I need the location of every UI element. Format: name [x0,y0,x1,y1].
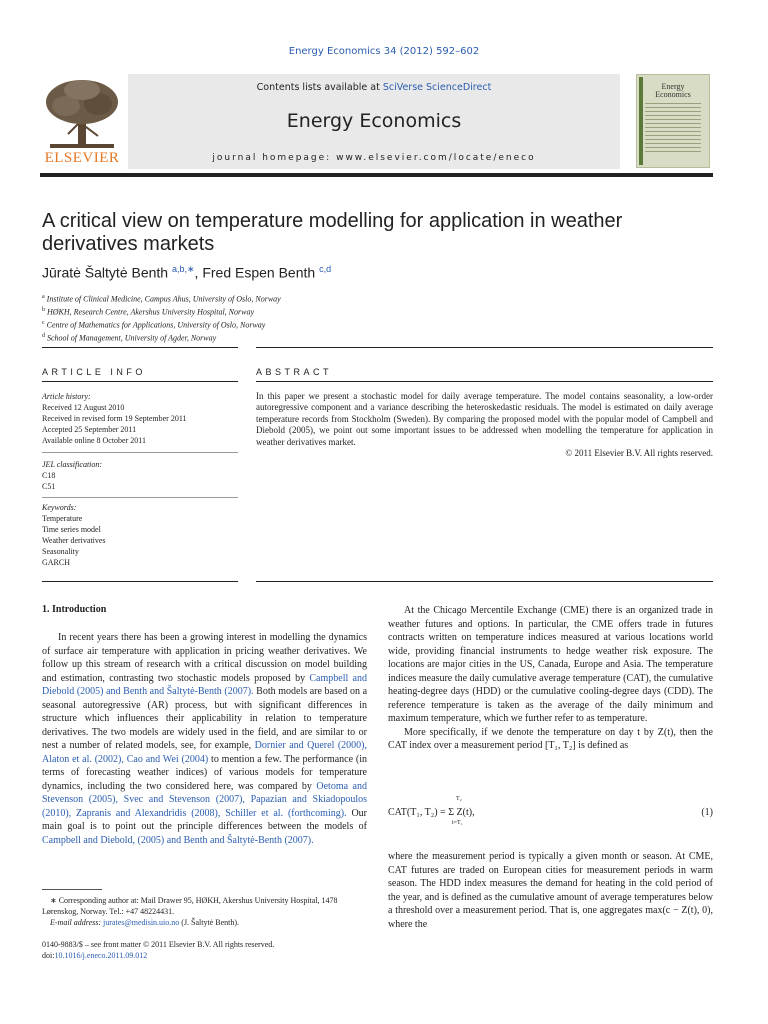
elsevier-wordmark: ELSEVIER [44,150,120,166]
jel-label: JEL classification: [42,460,103,469]
journal-homepage[interactable]: journal homepage: www.elsevier.com/locate/eneco [212,153,536,163]
keyword: GARCH [42,558,71,567]
info-divider [42,452,238,453]
affiliation-list [42,292,281,345]
cover-text-lines [645,103,701,155]
intro-paragraph-1 [42,631,367,847]
history-item: Accepted 25 September 2011 [42,425,137,434]
citation-link[interactable]: Campbell and Diebold, (2005) and Benth and Šaltytė-Benth (2007). [42,834,314,846]
affiliation-mark: a [42,294,45,300]
doi-link[interactable]: 10.1016/j.eneco.2011.09.012 [54,951,148,960]
intro-left-column [42,631,367,847]
footnote-address: ∗ Corresponding author at: Mail Drawer 95, HØKH, Akershus University Hospital, 1478 Lørenskog, Norway. Tel.: +47 48224431. [42,896,338,916]
author-2-affiliation-marks[interactable]: c,d [319,264,332,274]
sum-lower-limit: t=T₁ [452,820,463,826]
affiliation-item [42,305,281,318]
article-history-label: Article history: [42,392,91,401]
article-info-head-rule [42,381,238,382]
sum-upper-limit: T₂ [456,796,462,802]
cover-title-line-2: Economics [655,90,691,99]
equation-number: (1) [701,807,713,818]
journal-cover-thumbnail[interactable] [636,74,710,168]
author-1: Jūratė Šaltytė Benth [42,264,169,281]
author-separator: , [194,264,203,281]
keyword: Temperature [42,514,83,523]
affiliation-text: Institute of Clinical Medicine, Campus Ahus, University of Oslo, Norway [46,294,281,304]
author-2: Fred Espen Benth [202,264,316,281]
abstract-heading: ABSTRACT [256,367,333,377]
jel-classification [42,459,238,492]
abstract-text: In this paper we present a stochastic model for daily average temperature. The model contains seasonality, a low-order autoregressive component and a variance describing the heteroskedastic residuals. The model is estimated on daily average temperature records from Stockholm (Sweden). By comparing the proposed model with the popular model of Campbell and Diebold (2005), we point out some important issues to be addressed when modelling the temperature for application in weather derivatives market. [256,391,713,447]
author-1-affiliation-marks[interactable]: a,b,∗ [171,264,195,274]
affiliation-mark: b [42,307,45,314]
keywords-block [42,502,238,568]
affiliation-text: School of Management, University of Agder, Norway [47,334,217,344]
affiliation-item [42,318,281,331]
intro-paragraph-cat: More specifically, if we denote the temperature on day t by Z(t), then the CAT index over a measurement period [T₁, T₂] is defined as [388,726,713,751]
header-divider [40,173,713,177]
journal-citation[interactable]: Energy Economics 34 (2012) 592–602 [288,46,480,57]
intro-right-column-bottom [388,850,713,931]
article-info-top-rule [42,347,238,348]
issn-and-doi [42,939,274,961]
jel-code: C51 [42,482,56,491]
citation-link[interactable]: Dornier and Querel (2000), Alaton et al. (2002), Cao and Wei (2004) [42,740,367,765]
article-history [42,391,238,446]
contents-line [128,82,620,93]
affiliation-item [42,331,281,344]
issn-line: 0140-9883/$ – see front matter © 2011 Elsevier B.V. All rights reserved. [42,940,275,949]
intro-paragraph-cme: At the Chicago Mercentile Exchange (CME) there is an organized trade in weather futures and options. In particular, the CME offers trade in futures contracts written on temperature indices measured at various locations world wide, providing financial instruments to hedge weather risk exposure. The locations are major cities in the US, Canada, Europe and Asia. The temperature indices measure the daily cumulative average temperature (CAT), the cumulative heating-degree days (HDD) or the cumulative cooling-degree days (CDD). The reference temperature is taken as the average of the daily minimum and maximum temperature, which we further refer to as temperature. [388,605,713,724]
sciencedirect-link[interactable]: SciVerse ScienceDirect [382,82,492,93]
affiliation-text: Centre of Mathematics for Applications, University of Oslo, Norway [46,320,266,330]
affiliation-text: HØKH, Research Centre, Akershus University Hospital, Norway [47,307,255,317]
citation-link[interactable]: Campbell and Diebold (2005) and Benth and Šaltytė-Benth (2007). [42,672,367,697]
citation-link[interactable]: Oetoma and Stevenson (2005), Svec and Stevenson (2007), Papazian and Skiadopoulos (2010), Zapranis and Alexandridis (2008), Schiller et al. (forthcoming). [42,780,367,819]
cover-title [637,83,709,99]
abstract-bottom-rule [256,581,713,582]
text-run: to mention a few. The performance (in terms of forecasting weather indices) of various models for temperature dynamics, including the two considered here, was compared by [42,753,368,792]
footnote-email-line [42,917,367,928]
history-item: Received in revised form 19 September 2011 [42,414,187,423]
email-label: E-mail address: [50,918,104,927]
affiliation-mark: c [42,320,45,327]
equation-1 [388,796,713,833]
text-run: Both models are based on a seasonal autoregressive (AR) process, but with significant differences in structure which influences their applicability in relation to temperature derivatives. The two models are widely used in the field, and are similar to or nest a number of related models, see, for example, [42,686,368,751]
intro-paragraph-hdd: where the measurement period is typically a given month or season. At CME, CAT futures are traded on European cities for measurement periods in warm season. The HDD index measures the demand for heating in the cold period of the year, and is defined as the cumulative amount of average temperatures below a threshold over a measurement period. That is, one aggregates max(c − Z(t), 0), where the [388,851,713,930]
history-item: Available online 8 October 2011 [42,436,146,445]
abstract-copyright: © 2011 Elsevier B.V. All rights reserved. [565,448,713,459]
author-list [42,264,331,281]
text-run: In recent years there has been a growing interest in modelling the dynamics of surface air temperature with application in pricing weather derivatives. We follow up this stream of research with a critical discussion on model building and estimation, contrasting two stochastic models proposed by [42,632,367,684]
keyword: Seasonality [42,547,79,556]
footnote-rule [42,889,102,890]
equation-body: CAT(T₁, T₂) = Σ Z(t), [388,807,475,818]
section-heading-introduction: 1. Introduction [42,604,107,615]
history-item: Received 12 August 2010 [42,403,125,412]
email-link[interactable]: jurates@medisin.uio.no [103,918,180,927]
abstract-head-rule [256,381,713,382]
doi-label: doi: [42,951,55,960]
corresponding-author-footnote [42,895,367,928]
article-info-bottom-rule [42,581,238,582]
email-suffix: (J. Šaltytė Benth). [179,918,240,927]
abstract-top-rule [256,347,713,348]
intro-right-column-top [388,604,713,753]
jel-code: C18 [42,471,56,480]
keyword: Time series model [42,525,101,534]
journal-name: Energy Economics [286,110,462,132]
affiliation-item [42,292,281,305]
affiliation-mark: d [42,333,45,340]
doi-line [42,950,274,961]
info-divider [42,497,238,498]
keywords-label: Keywords: [42,503,77,512]
cover-title-line-1: Energy [661,82,685,91]
contents-prefix: Contents lists available at [256,82,383,93]
abstract-body [256,391,713,459]
article-info-heading: ARTICLE INFO [42,367,146,377]
article-title: A critical view on temperature modelling for application in weather derivatives markets [42,210,623,255]
text-run: Our main goal is to point out the principle differences between the models of [42,807,367,832]
keyword: Weather derivatives [42,536,106,545]
